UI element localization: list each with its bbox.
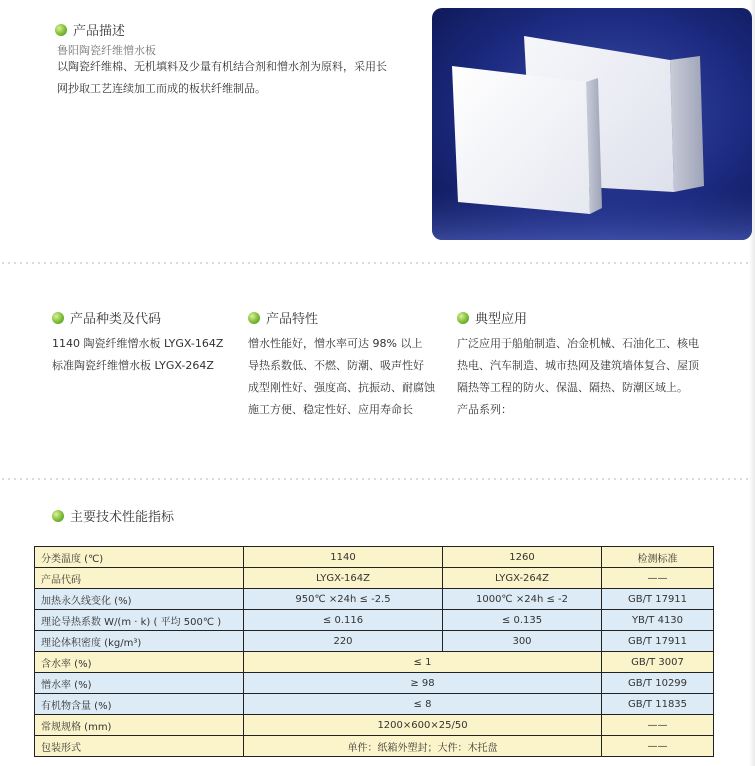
desc-line: 网抄取工艺连续加工而成的板状纤维制品。 <box>57 82 266 95</box>
value-1260: 1260 <box>443 547 602 568</box>
apps-line: 隔热等工程的防火、保温、隔热、防潮区域上。 <box>457 381 688 394</box>
specs-heading <box>52 506 174 525</box>
value-1140: ≤ 0.116 <box>244 610 443 631</box>
test-standard: GB/T 17911 <box>602 631 714 652</box>
green-bullet-icon <box>55 24 67 36</box>
features-line: 导热系数低、不燃、防潮、吸声性好 <box>248 359 424 372</box>
table-row <box>35 673 714 694</box>
desc-title: 产品描述 <box>73 24 126 39</box>
desc-subtitle: 鲁阳陶瓷纤维憎水板 <box>57 44 156 57</box>
test-standard: —— <box>602 715 714 736</box>
value-1140: 950℃ ×24h ≤ -2.5 <box>244 589 443 610</box>
test-standard: GB/T 11835 <box>602 694 714 715</box>
value-1260: ≤ 0.135 <box>443 610 602 631</box>
features-line: 施工方便、稳定性好、应用寿命长 <box>248 403 413 416</box>
value-1260: 300 <box>443 631 602 652</box>
features-line: 憎水性能好，憎水率可达 98% 以上 <box>248 337 423 350</box>
row-label: 包装形式 <box>35 736 244 757</box>
desc-heading <box>55 20 125 39</box>
apps-title: 典型应用 <box>475 312 528 327</box>
shared-value: ≤ 8 <box>244 694 602 715</box>
types-line: 1140 陶瓷纤维憎水板 LYGX-164Z <box>52 337 224 350</box>
table-row <box>35 694 714 715</box>
apps-heading <box>457 308 527 327</box>
row-label: 理论导热系数 W/(m · k) ( 平均 500℃ ) <box>35 610 244 631</box>
table-row <box>35 610 714 631</box>
table-row <box>35 589 714 610</box>
value-1140: LYGX-164Z <box>244 568 443 589</box>
ceramic-boards-illustration <box>432 8 752 240</box>
features-title: 产品特性 <box>266 312 319 327</box>
value-1140: 1140 <box>244 547 443 568</box>
test-standard: GB/T 3007 <box>602 652 714 673</box>
value-1260: LYGX-264Z <box>443 568 602 589</box>
test-standard: —— <box>602 568 714 589</box>
row-label: 加热永久线变化 (%) <box>35 589 244 610</box>
table-row <box>35 736 714 757</box>
value-1140: 220 <box>244 631 443 652</box>
row-label: 含水率 (%) <box>35 652 244 673</box>
table-row <box>35 547 714 568</box>
row-label: 憎水率 (%) <box>35 673 244 694</box>
test-standard: —— <box>602 736 714 757</box>
row-label: 产品代码 <box>35 568 244 589</box>
apps-line: 热电、汽车制造、城市热网及建筑墙体复合、屋顶 <box>457 359 699 372</box>
test-standard: GB/T 17911 <box>602 589 714 610</box>
green-bullet-icon <box>248 312 260 324</box>
features-line: 成型刚性好、强度高、抗振动、耐腐蚀 <box>248 381 435 394</box>
green-bullet-icon <box>52 510 64 522</box>
table-row <box>35 652 714 673</box>
table-row <box>35 568 714 589</box>
apps-line: 产品系列： <box>457 403 512 416</box>
green-bullet-icon <box>457 312 469 324</box>
table-row <box>35 631 714 652</box>
shared-value: ≤ 1 <box>244 652 602 673</box>
test-standard: 检测标准 <box>602 547 714 568</box>
table-row <box>35 715 714 736</box>
section-divider <box>0 258 749 268</box>
desc-line: 以陶瓷纤维棉、无机填料及少量有机结合剂和憎水剂为原料，采用长 <box>57 60 387 73</box>
features-heading <box>248 308 318 327</box>
green-bullet-icon <box>52 312 64 324</box>
test-standard: YB/T 4130 <box>602 610 714 631</box>
row-label: 理论体积密度 (kg/m³) <box>35 631 244 652</box>
specs-title: 主要技术性能指标 <box>70 510 175 525</box>
row-label: 分类温度 (℃) <box>35 547 244 568</box>
row-label: 有机物含量 (%) <box>35 694 244 715</box>
test-standard: GB/T 10299 <box>602 673 714 694</box>
types-title: 产品种类及代码 <box>70 312 162 327</box>
shared-value: 单件：纸箱外塑封；大件：木托盘 <box>244 736 602 757</box>
product-photo <box>432 8 752 240</box>
types-paragraph <box>52 333 237 377</box>
apps-line: 广泛应用于船舶制造、冶金机械、石油化工、核电 <box>457 337 699 350</box>
section-divider <box>0 474 749 484</box>
shared-value: 1200×600×25/50 <box>244 715 602 736</box>
spec-table <box>34 546 714 757</box>
types-heading <box>52 308 161 327</box>
desc-paragraph <box>57 56 417 100</box>
types-line: 标准陶瓷纤维憎水板 LYGX-264Z <box>52 359 214 372</box>
value-1260: 1000℃ ×24h ≤ -2 <box>443 589 602 610</box>
shared-value: ≥ 98 <box>244 673 602 694</box>
features-paragraph <box>248 333 448 421</box>
row-label: 常规规格 (mm) <box>35 715 244 736</box>
apps-paragraph <box>457 333 719 421</box>
